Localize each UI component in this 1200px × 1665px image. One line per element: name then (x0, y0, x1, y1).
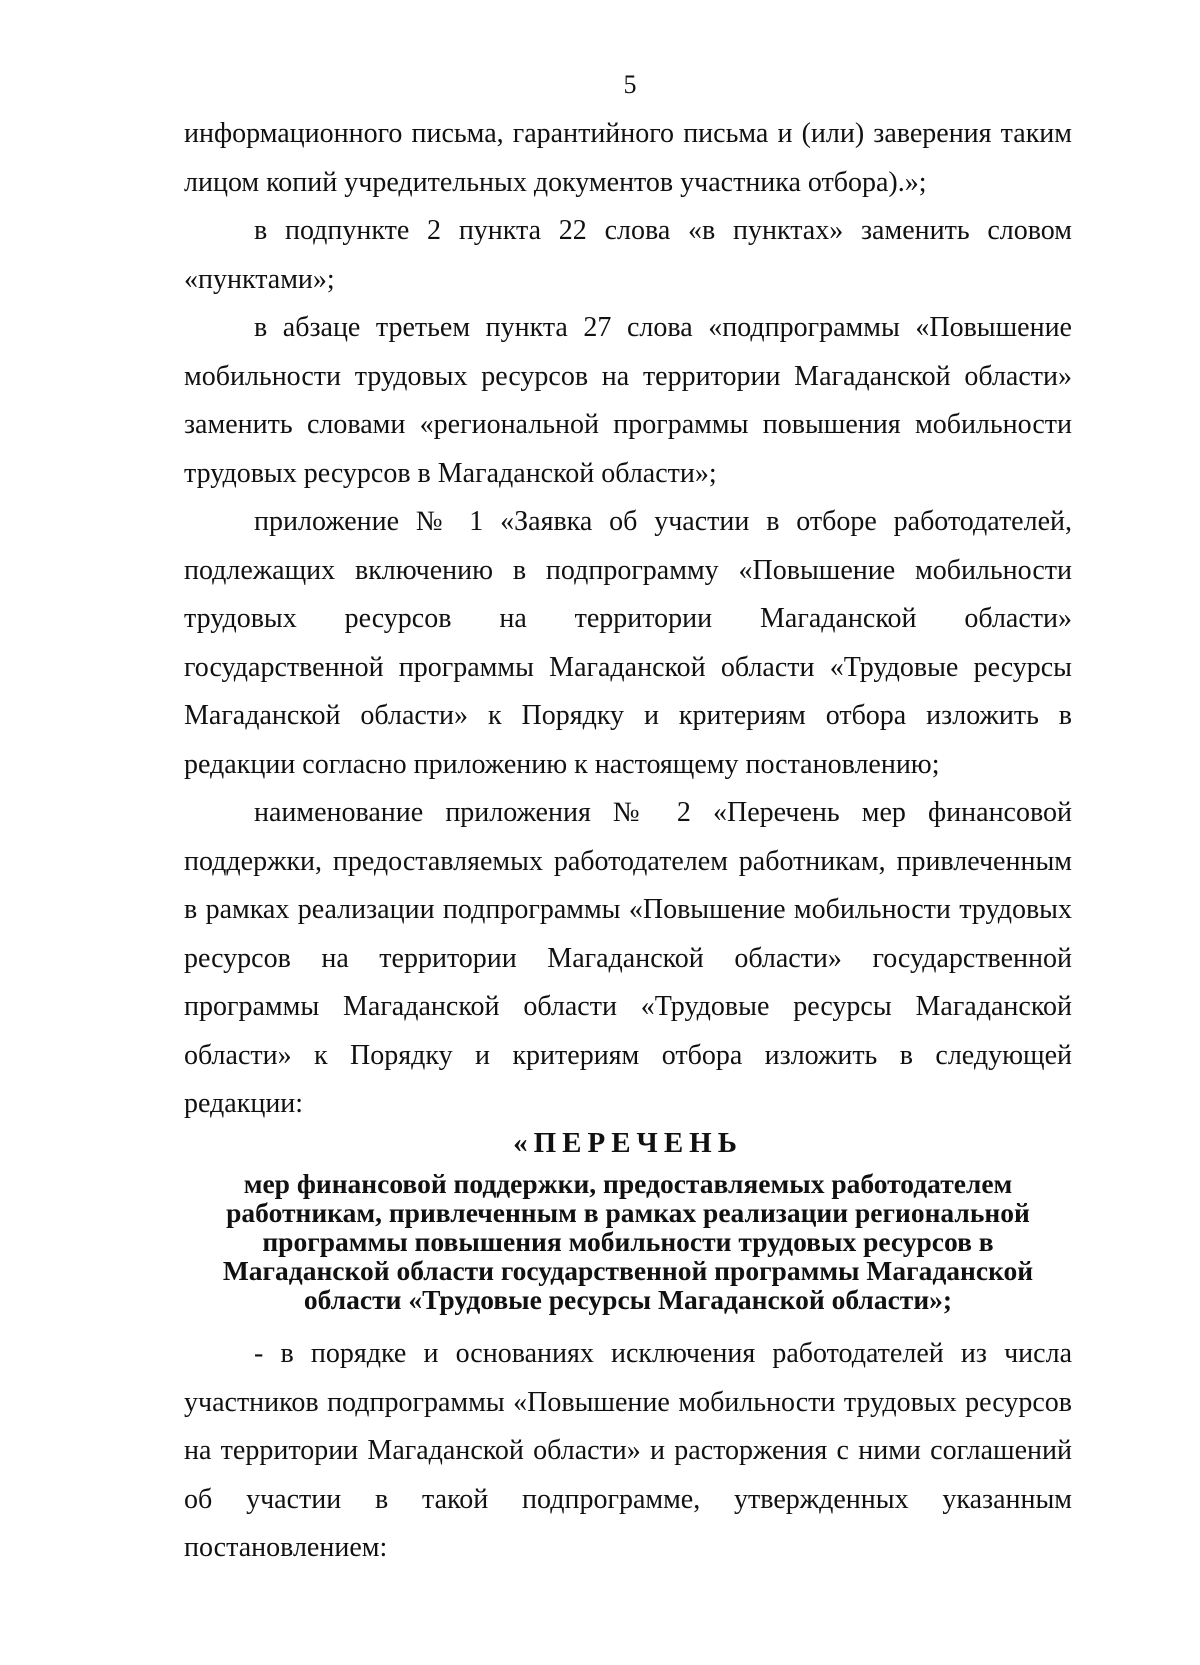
paragraph-exclusion-order: - в порядке и основаниях исключения работодателей из числа участников подпрограммы «Повышение мобильности трудовых ресурсов на территории Магаданской области» и расторжения с ними соглашений об участии в такой подпрограмме, утвержденных указанным постановлением: (184, 1338, 1072, 1563)
paragraph-subitem-22: в подпункте 2 пункта 22 слова «в пунктах» заменить словом «пунктами»; (184, 215, 1072, 295)
list-heading-subtitle: мер финансовой поддержки, предоставляемых работодателем работникам, привлеченным в рамках реализации региональной программы повышения мобильности трудовых ресурсов в Магаданской области государственной программы Магаданской области «Трудовые ресурсы Магаданской области»; (222, 1168, 1034, 1315)
page-number: 5 (623, 70, 637, 99)
list-heading (184, 1123, 1072, 1314)
paragraph-appendix-1: приложение № 1 «Заявка об участии в отборе работодателей, подлежащих включению в подпрограмму «Повышение мобильности трудовых ресурсов на территории Магаданской области» государственной программы Магаданской области «Трудовые ресурсы Магаданской области» к Порядку и критериям отбора изложить в редакции согласно приложению к настоящему постановлению; (184, 506, 1072, 780)
paragraph-item-27: в абзаце третьем пункта 27 слова «подпрограммы «Повышение мобильности трудовых ресурсов на территории Магаданской области» заменить словами «региональной программы повышения мобильности трудовых ресурсов в Магаданской области»; (184, 312, 1072, 489)
list-heading-title: «ПЕРЕЧЕНЬ (513, 1127, 743, 1159)
paragraph-continuation: информационного письма, гарантийного письма и (или) заверения таким лицом копий учредительных документов участника отбора).»; (184, 118, 1072, 198)
paragraph-appendix-2-name: наименование приложения № 2 «Перечень мер финансовой поддержки, предоставляемых работодателем работникам, привлеченным в рамках реализации подпрограммы «Повышение мобильности трудовых ресурсов на территории Магаданской области» государственной программы Магаданской области «Трудовые ресурсы Магаданской области» к Порядку и критериям отбора изложить в следующей редакции: (184, 797, 1072, 1119)
document-body (184, 110, 1072, 1129)
document-tail (184, 1330, 1072, 1573)
